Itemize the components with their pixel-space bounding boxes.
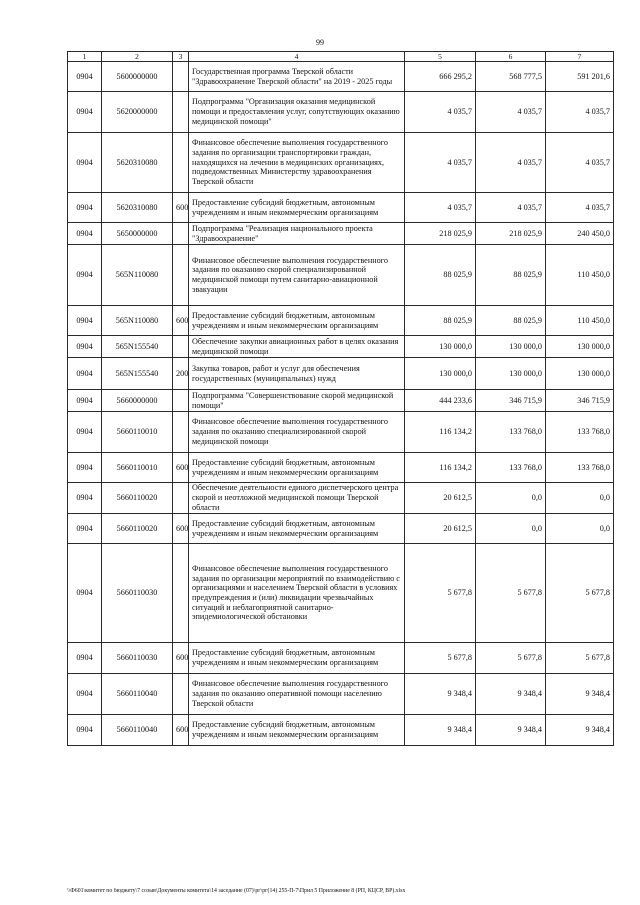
section-code-cell: 0904 xyxy=(68,223,102,245)
target-item-code-cell: 5650000000 xyxy=(102,223,173,245)
target-item-code-cell: 5660110030 xyxy=(102,544,173,643)
expense-type-cell xyxy=(173,133,189,193)
column-number: 4 xyxy=(189,52,405,62)
amount-year3-cell: 4 035,7 xyxy=(546,133,614,193)
section-code-cell: 0904 xyxy=(68,514,102,544)
section-code-cell: 0904 xyxy=(68,453,102,483)
section-code-cell: 0904 xyxy=(68,412,102,453)
table-row xyxy=(68,62,614,92)
item-name-cell: Предоставление субсидий бюджетным, автономным учреждениям и иным некоммерческим организациям xyxy=(189,193,405,223)
table-row xyxy=(68,412,614,453)
expense-type-cell: 200 xyxy=(173,358,189,390)
amount-year1-cell: 116 134,2 xyxy=(405,412,476,453)
target-item-code-cell: 565N155540 xyxy=(102,358,173,390)
target-item-code-cell: 565N110080 xyxy=(102,306,173,336)
expense-type-cell xyxy=(173,245,189,306)
section-code-cell: 0904 xyxy=(68,245,102,306)
item-name-cell: Подпрограмма "Совершенствование скорой медицинской помощи" xyxy=(189,390,405,412)
item-name-cell: Финансовое обеспечение выполнения государственного задания по организации мероприятий по взаимодействию с организациями и населением Тверской области в условиях предупреждения и (или) ликвидации чрезвычайных ситуаций и неблагоприятной санитарно-эпидемиологической обстановки xyxy=(189,544,405,643)
target-item-code-cell: 5660110010 xyxy=(102,453,173,483)
target-item-code-cell: 5660110020 xyxy=(102,483,173,514)
amount-year1-cell: 218 025,9 xyxy=(405,223,476,245)
table-row xyxy=(68,193,614,223)
amount-year2-cell: 88 025,9 xyxy=(476,306,546,336)
amount-year3-cell: 240 450,0 xyxy=(546,223,614,245)
item-name-cell: Предоставление субсидий бюджетным, автономным учреждениям и иным некоммерческим организациям xyxy=(189,643,405,674)
budget-table xyxy=(67,51,614,746)
item-name-cell: Подпрограмма "Организация оказания медицинской помощи и предоставления услуг, сопутствующих оказанию медицинской помощи" xyxy=(189,92,405,133)
expense-type-cell xyxy=(173,674,189,715)
expense-type-cell: 600 xyxy=(173,514,189,544)
amount-year2-cell: 130 000,0 xyxy=(476,336,546,358)
table-row xyxy=(68,514,614,544)
expense-type-cell: 600 xyxy=(173,643,189,674)
table-body xyxy=(68,62,614,746)
amount-year2-cell: 0,0 xyxy=(476,514,546,544)
amount-year3-cell: 0,0 xyxy=(546,483,614,514)
amount-year2-cell: 5 677,8 xyxy=(476,643,546,674)
item-name-cell: Предоставление субсидий бюджетным, автономным учреждениям и иным некоммерческим организациям xyxy=(189,514,405,544)
amount-year3-cell: 0,0 xyxy=(546,514,614,544)
item-name-cell: Предоставление субсидий бюджетным, автономным учреждениям и иным некоммерческим организациям xyxy=(189,453,405,483)
section-code-cell: 0904 xyxy=(68,92,102,133)
table-row xyxy=(68,674,614,715)
amount-year2-cell: 130 000,0 xyxy=(476,358,546,390)
item-name-cell: Финансовое обеспечение выполнения государственного задания по оказанию специализированной скорой медицинской помощи xyxy=(189,412,405,453)
amount-year3-cell: 110 450,0 xyxy=(546,306,614,336)
amount-year3-cell: 130 000,0 xyxy=(546,336,614,358)
section-code-cell: 0904 xyxy=(68,306,102,336)
expense-type-cell: 600 xyxy=(173,715,189,746)
table-row xyxy=(68,133,614,193)
amount-year2-cell: 0,0 xyxy=(476,483,546,514)
amount-year1-cell: 5 677,8 xyxy=(405,544,476,643)
column-number: 7 xyxy=(546,52,614,62)
expense-type-cell xyxy=(173,483,189,514)
footer-file-path: \\Ф601\комитет по бюджету\7 созыв\Документы комитета\14 заседание (07)\рг\рг(14) 255-П-7\Прил 5 Приложение 8 (РП, КЦСР, ВР).xlsx xyxy=(67,888,406,894)
table-row xyxy=(68,306,614,336)
amount-year3-cell: 5 677,8 xyxy=(546,544,614,643)
amount-year3-cell: 4 035,7 xyxy=(546,193,614,223)
table-row xyxy=(68,453,614,483)
column-number: 5 xyxy=(405,52,476,62)
section-code-cell: 0904 xyxy=(68,544,102,643)
page-number: 99 xyxy=(316,38,324,47)
expense-type-cell xyxy=(173,412,189,453)
amount-year2-cell: 4 035,7 xyxy=(476,92,546,133)
table-row xyxy=(68,390,614,412)
amount-year3-cell: 4 035,7 xyxy=(546,92,614,133)
amount-year2-cell: 88 025,9 xyxy=(476,245,546,306)
item-name-cell: Государственная программа Тверской области "Здравоохранение Тверской области" на 2019 - 2025 годы xyxy=(189,62,405,92)
amount-year3-cell: 133 768,0 xyxy=(546,412,614,453)
section-code-cell: 0904 xyxy=(68,193,102,223)
amount-year1-cell: 130 000,0 xyxy=(405,358,476,390)
amount-year2-cell: 133 768,0 xyxy=(476,412,546,453)
section-code-cell: 0904 xyxy=(68,674,102,715)
amount-year1-cell: 88 025,9 xyxy=(405,245,476,306)
amount-year1-cell: 20 612,5 xyxy=(405,483,476,514)
amount-year1-cell: 116 134,2 xyxy=(405,453,476,483)
amount-year1-cell: 666 295,2 xyxy=(405,62,476,92)
amount-year3-cell: 346 715,9 xyxy=(546,390,614,412)
table-row xyxy=(68,715,614,746)
amount-year1-cell: 4 035,7 xyxy=(405,193,476,223)
table-row xyxy=(68,336,614,358)
target-item-code-cell: 5660110040 xyxy=(102,674,173,715)
target-item-code-cell: 5620310080 xyxy=(102,133,173,193)
table-row xyxy=(68,358,614,390)
section-code-cell: 0904 xyxy=(68,62,102,92)
column-number: 6 xyxy=(476,52,546,62)
expense-type-cell: 600 xyxy=(173,453,189,483)
item-name-cell: Подпрограмма "Реализация национального проекта "Здравоохранение" xyxy=(189,223,405,245)
target-item-code-cell: 5660110030 xyxy=(102,643,173,674)
table-row xyxy=(68,544,614,643)
target-item-code-cell: 565N155540 xyxy=(102,336,173,358)
item-name-cell: Финансовое обеспечение выполнения государственного задания по оказанию скорой специализированной медицинской помощи путем санитарно-авиационной эвакуации xyxy=(189,245,405,306)
expense-type-cell xyxy=(173,336,189,358)
amount-year1-cell: 9 348,4 xyxy=(405,715,476,746)
expense-type-cell xyxy=(173,390,189,412)
section-code-cell: 0904 xyxy=(68,358,102,390)
item-name-cell: Обеспечение закупки авиационных работ в целях оказания медицинской помощи xyxy=(189,336,405,358)
amount-year3-cell: 133 768,0 xyxy=(546,453,614,483)
section-code-cell: 0904 xyxy=(68,133,102,193)
amount-year3-cell: 130 000,0 xyxy=(546,358,614,390)
amount-year3-cell: 110 450,0 xyxy=(546,245,614,306)
amount-year1-cell: 20 612,5 xyxy=(405,514,476,544)
column-number: 1 xyxy=(68,52,102,62)
amount-year2-cell: 218 025,9 xyxy=(476,223,546,245)
column-number: 3 xyxy=(173,52,189,62)
target-item-code-cell: 565N110080 xyxy=(102,245,173,306)
amount-year1-cell: 130 000,0 xyxy=(405,336,476,358)
amount-year1-cell: 4 035,7 xyxy=(405,133,476,193)
section-code-cell: 0904 xyxy=(68,715,102,746)
amount-year1-cell: 88 025,9 xyxy=(405,306,476,336)
table-row xyxy=(68,245,614,306)
target-item-code-cell: 5620310080 xyxy=(102,193,173,223)
amount-year1-cell: 9 348,4 xyxy=(405,674,476,715)
amount-year2-cell: 568 777,5 xyxy=(476,62,546,92)
expense-type-cell xyxy=(173,223,189,245)
item-name-cell: Финансовое обеспечение выполнения государственного задания по организации транспортировки граждан, находящихся на лечении в медицинских организациях, подведомственных Министерству здравоохранения Тверской области xyxy=(189,133,405,193)
target-item-code-cell: 5660110040 xyxy=(102,715,173,746)
section-code-cell: 0904 xyxy=(68,643,102,674)
amount-year3-cell: 591 201,6 xyxy=(546,62,614,92)
item-name-cell: Финансовое обеспечение выполнения государственного задания по оказанию оперативной помощи населению Тверской области xyxy=(189,674,405,715)
column-number: 2 xyxy=(102,52,173,62)
item-name-cell: Обеспечение деятельности единого диспетчерского центра скорой и неотложной медицинской помощи Тверской области xyxy=(189,483,405,514)
amount-year2-cell: 4 035,7 xyxy=(476,133,546,193)
section-code-cell: 0904 xyxy=(68,483,102,514)
amount-year2-cell: 9 348,4 xyxy=(476,715,546,746)
expense-type-cell xyxy=(173,62,189,92)
table-row xyxy=(68,643,614,674)
expense-type-cell xyxy=(173,92,189,133)
amount-year2-cell: 4 035,7 xyxy=(476,193,546,223)
target-item-code-cell: 5660000000 xyxy=(102,390,173,412)
amount-year1-cell: 5 677,8 xyxy=(405,643,476,674)
amount-year1-cell: 4 035,7 xyxy=(405,92,476,133)
amount-year2-cell: 9 348,4 xyxy=(476,674,546,715)
amount-year2-cell: 346 715,9 xyxy=(476,390,546,412)
amount-year3-cell: 9 348,4 xyxy=(546,715,614,746)
table-row xyxy=(68,92,614,133)
expense-type-cell xyxy=(173,544,189,643)
amount-year3-cell: 5 677,8 xyxy=(546,643,614,674)
target-item-code-cell: 5620000000 xyxy=(102,92,173,133)
expense-type-cell: 600 xyxy=(173,306,189,336)
amount-year1-cell: 444 233,6 xyxy=(405,390,476,412)
target-item-code-cell: 5660110020 xyxy=(102,514,173,544)
section-code-cell: 0904 xyxy=(68,390,102,412)
table-row xyxy=(68,483,614,514)
item-name-cell: Закупка товаров, работ и услуг для обеспечения государственных (муниципальных) нужд xyxy=(189,358,405,390)
item-name-cell: Предоставление субсидий бюджетным, автономным учреждениям и иным некоммерческим организациям xyxy=(189,306,405,336)
table-row xyxy=(68,223,614,245)
amount-year3-cell: 9 348,4 xyxy=(546,674,614,715)
section-code-cell: 0904 xyxy=(68,336,102,358)
target-item-code-cell: 5660110010 xyxy=(102,412,173,453)
expense-type-cell: 600 xyxy=(173,193,189,223)
column-number-row xyxy=(68,52,614,62)
target-item-code-cell: 5600000000 xyxy=(102,62,173,92)
amount-year2-cell: 5 677,8 xyxy=(476,544,546,643)
item-name-cell: Предоставление субсидий бюджетным, автономным учреждениям и иным некоммерческим организациям xyxy=(189,715,405,746)
amount-year2-cell: 133 768,0 xyxy=(476,453,546,483)
